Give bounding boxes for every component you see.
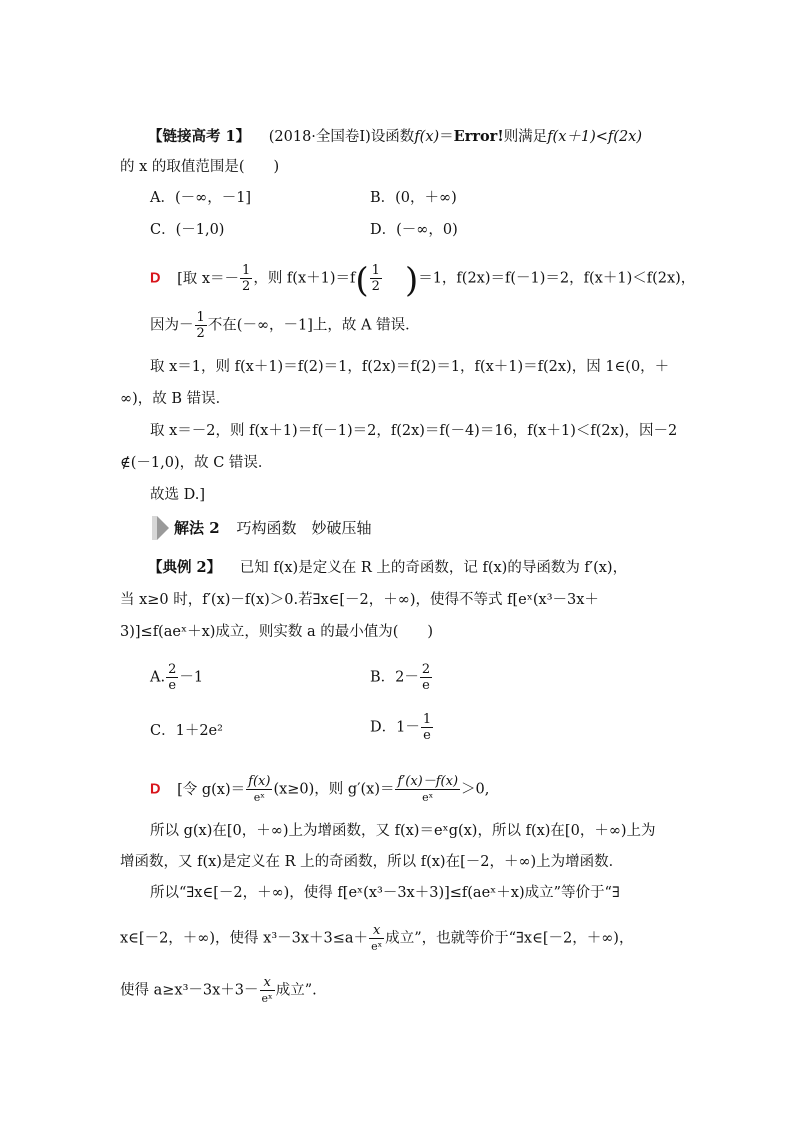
problem2-sol6-a: 使得 a≥x³－3x＋3－ — [120, 982, 259, 999]
problem2-option-a — [150, 662, 203, 693]
problem2-option-c: C．1＋2e² — [150, 723, 223, 739]
problem1-line2: 的 x 的取值范围是( ) — [120, 159, 280, 175]
problem2-solution-line3: 增函数，又 f(x)是定义在 R 上的奇函数，所以 f(x)在[－2，＋∞)上为增函数． — [120, 854, 624, 870]
fraction-g — [246, 774, 272, 805]
frac-num: f′(x)－f(x) — [397, 774, 459, 789]
problem1-title: 【链接高考 1】 — [148, 128, 251, 145]
problem1-option-c: C．(－1,0) — [150, 222, 225, 238]
problem2-line3: 3)]≤f(aeˣ＋x)成立，则实数 a 的最小值为( ) — [120, 624, 434, 640]
problem2-sol1-a: [令 g(x)＝ — [177, 781, 246, 798]
frac-den: e — [423, 728, 431, 743]
method2-label: 解法 2 — [174, 519, 220, 537]
problem1-error: Error! — [453, 128, 504, 145]
frac-num: f(x) — [248, 774, 271, 789]
problem1-sol1-b: ，则 f(x＋1)＝f — [253, 270, 356, 287]
problem2-title: 【典例 2】 — [148, 559, 222, 576]
problem2-line1-text: 已知 f(x)是定义在 R 上的奇函数，记 f(x)的导函数为 f′(x)， — [239, 560, 628, 576]
method2-title: 巧构函数 妙破压轴 — [236, 519, 372, 537]
frac-num: 2 — [421, 662, 431, 677]
frac-num: 1 — [242, 263, 251, 278]
problem1-solution-line2 — [150, 310, 420, 341]
triangle-marker-icon — [157, 516, 169, 540]
fraction-gprime — [395, 774, 460, 805]
opt-d-pre: D．1－ — [370, 719, 420, 736]
problem1-sol2-b: 不在(－∞，－1]上，故 A 错误． — [207, 317, 420, 334]
opt-a-pre: A. — [150, 669, 166, 686]
problem1-solution-line5: 取 x＝－2，则 f(x＋1)＝f(－1)＝2，f(2x)＝f(－4)＝16，f(x＋1)＜f(2x)，因－2 — [150, 423, 678, 439]
problem1-answer: D — [150, 270, 161, 287]
problem2-sol5-a: x∈[－2，＋∞)，使得 x³－3x＋3≤a＋ — [120, 930, 369, 947]
problem1-sol2-a: 因为－ — [150, 317, 194, 334]
frac-den: e — [168, 678, 177, 693]
problem2-solution-line2: 所以 g(x)在[0，＋∞)上为增函数，又 f(x)＝eˣg(x)，所以 f(x)在[0，＋∞)上为 — [150, 823, 656, 839]
problem2-solution-line6 — [120, 975, 317, 1006]
problem2-sol1-b: (x≥0)，则 g′(x)＝ — [273, 781, 395, 798]
fraction-half-2 — [370, 263, 382, 294]
problem1-stem-a: 设函数 — [370, 129, 415, 145]
frac-den: 2 — [371, 279, 380, 294]
method2-heading — [174, 518, 371, 538]
problem1-solution-line6: ∉(－1,0)，故 C 错误． — [120, 455, 273, 471]
problem2-option-d — [370, 712, 434, 743]
problem2-sol6-b: 成立”. — [275, 982, 317, 999]
frac-den: 2 — [242, 279, 251, 294]
problem1-line1 — [148, 127, 642, 147]
frac-den: eˣ — [253, 791, 265, 804]
problem2-solution-line5 — [120, 923, 633, 954]
problem2-solution-line4: 所以“∃x∈[－2，＋∞)，使得 f[eˣ(x³－3x＋3)]≤f(aeˣ＋x)成立”等价于“∃ — [150, 885, 620, 901]
opt-b-pre: B．2－ — [370, 669, 419, 686]
fraction-x-over-ex — [369, 923, 384, 954]
problem2-answer: D — [150, 781, 161, 798]
right-paren: ) — [404, 260, 419, 301]
problem2-sol5-b: 成立”，也就等价于“∃x∈[－2，＋∞)， — [385, 930, 634, 947]
frac-num: 1 — [371, 263, 380, 278]
problem2-option-b — [370, 662, 433, 693]
problem1-sol1-a: [取 x＝－ — [177, 270, 240, 287]
left-paren: ( — [355, 260, 369, 301]
problem2-line1 — [148, 558, 627, 578]
frac-num: x — [369, 923, 384, 939]
problem1-solution-line7: 故选 D.] — [150, 487, 205, 503]
problem1-cond: f(x＋1)<f(2x) — [547, 129, 643, 145]
problem2-solution-line1 — [150, 774, 489, 805]
problem1-func: f(x) — [414, 129, 440, 145]
problem1-option-a: A．(－∞，－1] — [150, 190, 252, 206]
problem1-eq: ＝ — [439, 129, 454, 145]
fraction-half-3 — [195, 310, 207, 341]
frac-den: eˣ — [261, 992, 273, 1005]
problem1-sol1-c: ＝1，f(2x)＝f(－1)＝2，f(x＋1)＜f(2x)， — [418, 270, 696, 287]
problem2-line2: 当 x≥0 时，f′(x)－f(x)＞0.若∃x∈[－2，＋∞)，使得不等式 f[eˣ(x³－3x＋ — [120, 592, 599, 608]
opt-a-post: －1 — [179, 669, 204, 686]
problem1-stem-b: 则满足 — [503, 129, 548, 145]
problem1-solution-line1 — [150, 260, 696, 301]
fraction-opt-d — [421, 712, 433, 743]
problem1-solution-line4: ∞)，故 B 错误． — [120, 391, 231, 407]
problem1-option-d: D．(－∞，0) — [370, 222, 458, 238]
problem1-source: (2018·全国卷Ⅰ) — [268, 129, 371, 145]
fraction-opt-b — [420, 662, 432, 693]
frac-den: eˣ — [371, 940, 383, 953]
fraction-half — [240, 263, 252, 294]
problem1-option-b: B．(0，＋∞) — [370, 190, 457, 206]
frac-num: 1 — [422, 712, 432, 727]
frac-den: eˣ — [422, 791, 434, 804]
problem2-sol1-c: ＞0, — [461, 781, 490, 798]
problem1-solution-line3: 取 x＝1，则 f(x＋1)＝f(2)＝1，f(2x)＝f(2)＝1，f(x＋1)＝f(2x)，因 1∈(0，＋ — [150, 359, 670, 375]
frac-den: e — [422, 678, 430, 693]
frac-num: 2 — [168, 662, 177, 677]
fraction-x-over-ex-2 — [260, 975, 275, 1006]
fraction-opt-a — [166, 662, 178, 693]
frac-den: 2 — [196, 326, 205, 341]
frac-num: 1 — [196, 310, 205, 325]
frac-num: x — [260, 975, 275, 991]
